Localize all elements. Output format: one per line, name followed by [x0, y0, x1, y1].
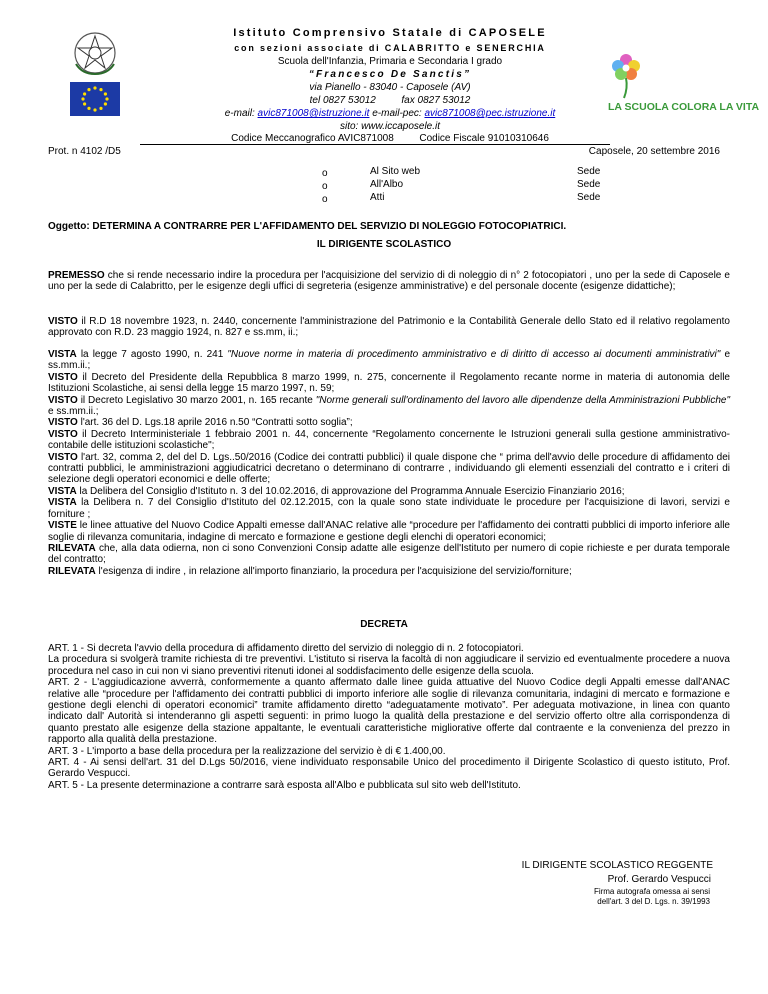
- recipient-dest: Sede: [577, 192, 601, 203]
- recipient-to: Atti: [370, 192, 385, 203]
- document-date: Caposele, 20 settembre 2016: [588, 146, 720, 157]
- considerations-block: [48, 349, 730, 577]
- school-phone: [180, 94, 600, 107]
- school-dedication: “Francesco De Sanctis”: [308, 69, 472, 80]
- school-emails: [180, 107, 600, 120]
- article-item: ART. 4 - Ai sensi dell'art. 31 del D.Lgs 50/2016, viene individuato responsabile Unico del procedimento il Dirigente Scolastico di questo istituto, Prof. Gerardo Vespucci.: [48, 757, 730, 780]
- consideration-item: VISTO l'art. 36 del D. Lgs.18 aprile 2016 n.50 “Contratti sotto soglia”;: [48, 417, 353, 429]
- decreta-heading: DECRETA: [360, 619, 408, 630]
- consideration-item: VISTO il Decreto Interministeriale 1 febbraio 2001 n. 44, concernente “Regolamento concernente le Istruzioni generali sulla gestione amministrativo-contabile delle istituzioni scolastiche";: [48, 428, 730, 452]
- school-address: via Pianello - 83040 - Caposele (AV): [309, 82, 471, 93]
- signature-name: Prof. Gerardo Vespucci: [607, 874, 711, 885]
- article-item: La procedura si svolgerà tramite richiesta di tre preventivi. L'istituto si riserva la facoltà di non aggiudicare il servizio ed eventualmente procedere a nuova procedura nel caso in cui non vi siano preventivi ritenuti idonei al soddisfacimento delle esigenze della scuola.: [48, 654, 730, 677]
- school-site: sito: www.iccaposele.it: [339, 121, 441, 132]
- consideration-item: VISTO il Decreto del Presidente della Repubblica 8 marzo 1999, n. 275, concernente il Regolamento recante norme in materia di autonomia delle Istituzioni Scolastiche, ai sensi della legge 15 marzo 1997, n. 59;: [48, 371, 730, 395]
- school-logo-text: LA SCUOLA COLORA LA VITA: [608, 101, 760, 113]
- consideration-item: VISTO l'art. 32, comma 2, del del D. Lgs..50/2016 (Codice dei contratti pubblici) il quale dispone che “ prima dell'avvio delle procedure di affidamento dei contratti pubblici, le amministrazioni aggiudicatrici decretano o determinano di contrarre , individuando gli elementi essenziali del contratto e i criteri di selezione degli operatori economici e delle offerte;: [48, 451, 730, 486]
- consideration-item: RILEVATA l'esigenza di indire , in relazione all'importo finanziario, la procedura per l'acquisizione del servizio/forniture;: [48, 565, 572, 577]
- visto-rd-paragraph: [48, 316, 730, 339]
- codice-fiscale: Codice Fiscale 91010310646: [419, 133, 549, 144]
- signature-note: dell'art. 3 del D. Lgs. n. 39/1993: [597, 897, 710, 906]
- italian-emblem-icon: [72, 30, 118, 76]
- fax-number: fax 0827 53012: [401, 95, 471, 106]
- recipient-bullet: o: [322, 181, 328, 192]
- dirigente-heading: IL DIRIGENTE SCOLASTICO: [316, 239, 452, 250]
- visto-text: il R.D 18 novembre 1923, n. 2440, concernente l'amministrazione del Patrimonio e la Contabilità Generale dello Stato ed il relativo regolamento approvato con R.D. 23 maggio 1924, n. 827 e ss.mm, ii.;: [48, 316, 730, 339]
- recipient-bullet: o: [322, 168, 328, 179]
- premesso-paragraph: [48, 270, 730, 293]
- consideration-item: VISTA la Delibera n. 7 del Consiglio d'Istituto del 02.12.2015, con la quale sono state individuate le procedure per l'acquisizione di lavori, servizi e forniture ;: [48, 497, 730, 520]
- protocol-number: Prot. n 4102 /D5: [48, 146, 121, 157]
- codice-meccanografico: Codice Meccanografico AVIC871008: [231, 133, 394, 144]
- recipient-dest: Sede: [577, 179, 601, 190]
- premesso-lead: PREMESSO: [48, 270, 105, 281]
- pec-label: e-mail-pec:: [372, 108, 422, 119]
- recipient-dest: Sede: [577, 166, 601, 177]
- school-branches: con sezioni associate di CALABRITTO e SENERCHIA: [234, 43, 546, 53]
- signature-title: IL DIRIGENTE SCOLASTICO REGGENTE: [521, 860, 713, 871]
- phone-number: tel 0827 53012: [309, 95, 376, 106]
- subject-line: Oggetto: DETERMINA A CONTRARRE PER L'AFFIDAMENTO DEL SERVIZIO DI NOLEGGIO FOTOCOPIATRICI.: [48, 221, 567, 232]
- recipient-to: Al Sito web: [370, 166, 421, 177]
- article-item: ART. 5 - La presente determinazione a contrarre sarà esposta all'Albo e pubblicata sul sito web dell'Istituto.: [48, 779, 521, 791]
- pec-link[interactable]: avic871008@pec.istruzione.it: [424, 108, 556, 119]
- visto-lead: VISTO: [48, 316, 78, 327]
- school-logo-icon: [604, 48, 760, 128]
- recipient-to: All'Albo: [370, 179, 404, 190]
- eu-flag-icon: [70, 82, 120, 116]
- school-name: Istituto Comprensivo Statale di CAPOSELE: [233, 27, 547, 39]
- consideration-item: VISTE le linee attuative del Nuovo Codice Appalti emesse dall'ANAC relative alle “procedure per l'affidamento dei contratti pubblici di importo inferiore alle soglie di rilevanza comunitaria, indagine di mercato e formazione e gestione degli elenchi di operatori economici;: [48, 520, 730, 543]
- consideration-item: VISTA la Delibera del Consiglio d'Istituto n. 3 del 10.02.2016, di approvazione del Programma Annuale Esercizio Finanziario 2016;: [48, 485, 625, 497]
- consideration-item: VISTA la legge 7 agosto 1990, n. 241 "Nuove norme in materia di procedimento amministrativo e di diritto di accesso ai documenti amministrativi" e ss.mm.ii.;: [48, 349, 731, 372]
- email-link[interactable]: avic871008@istruzione.it: [257, 108, 370, 119]
- articles-block: [48, 643, 730, 791]
- article-item: ART. 1 - Si decreta l'avvio della procedura di affidamento diretto del servizio di noleggio di n. 2 fotocopiatori.: [48, 643, 524, 654]
- article-item: ART. 2 - L'aggiudicazione avverrà, conformemente a quanto affermato dalle linee guida attuative del Nuovo Codice degli Appalti emesse dall'ANAC relative alle “procedure per l'affidamento dei contratti pubblici di importo inferiore alle soglie di rilevanza comunitaria, indagini di mercato e formazione e gestione degli elenchi di operatori economici” tramite affidamento diretto “adeguatamente motivato”. Per adeguata motivazione, in linea con quanto indicato dall' Autorità si intenderanno gli aspetti seguenti: in primo luogo la qualità della prestazione e del servizio offerto oltre alla corrispondenza di quanto prestato alle esigenze della stazione appaltante, le eventuali caratteristiche migliorative offerte dal contraente e la convenienza del prezzo in rapporto alla qualità della prestazione.: [48, 677, 730, 746]
- consideration-item: VISTO il Decreto Legislativo 30 marzo 2001, n. 165 recante "Norme generali sull'ordinamento del lavoro alle dipendenze della Amministrazioni Pubbliche" e ss.mm.ii.;: [48, 394, 730, 418]
- article-item: ART. 3 - L'importo a base della procedura per la realizzazione del servizio è di € 1.400,00.: [48, 745, 446, 757]
- email-label: e-mail:: [224, 108, 255, 119]
- header-rule: [140, 144, 610, 145]
- recipient-bullet: o: [322, 194, 328, 205]
- school-type: Scuola dell'Infanzia, Primaria e Secondaria I grado: [277, 56, 503, 67]
- signature-note: Firma autografa omessa ai sensi: [593, 887, 710, 896]
- consideration-item: RILEVATA che, alla data odierna, non ci sono Convenzioni Consip adatte alle esigenze dell'Istituto per numero di copie richieste e per durata temporale del contratto;: [48, 542, 730, 566]
- premesso-text: che si rende necessario indire la procedura per l'acquisizione del servizio di di noleggio di n° 2 fotocopiatori , uno per la sede di Caposele e uno per la sede di Calabritto, per le esigenze degli uffici di segreteria (esigenze amministrative) e del personale docente (esigenze didattiche);: [48, 270, 730, 293]
